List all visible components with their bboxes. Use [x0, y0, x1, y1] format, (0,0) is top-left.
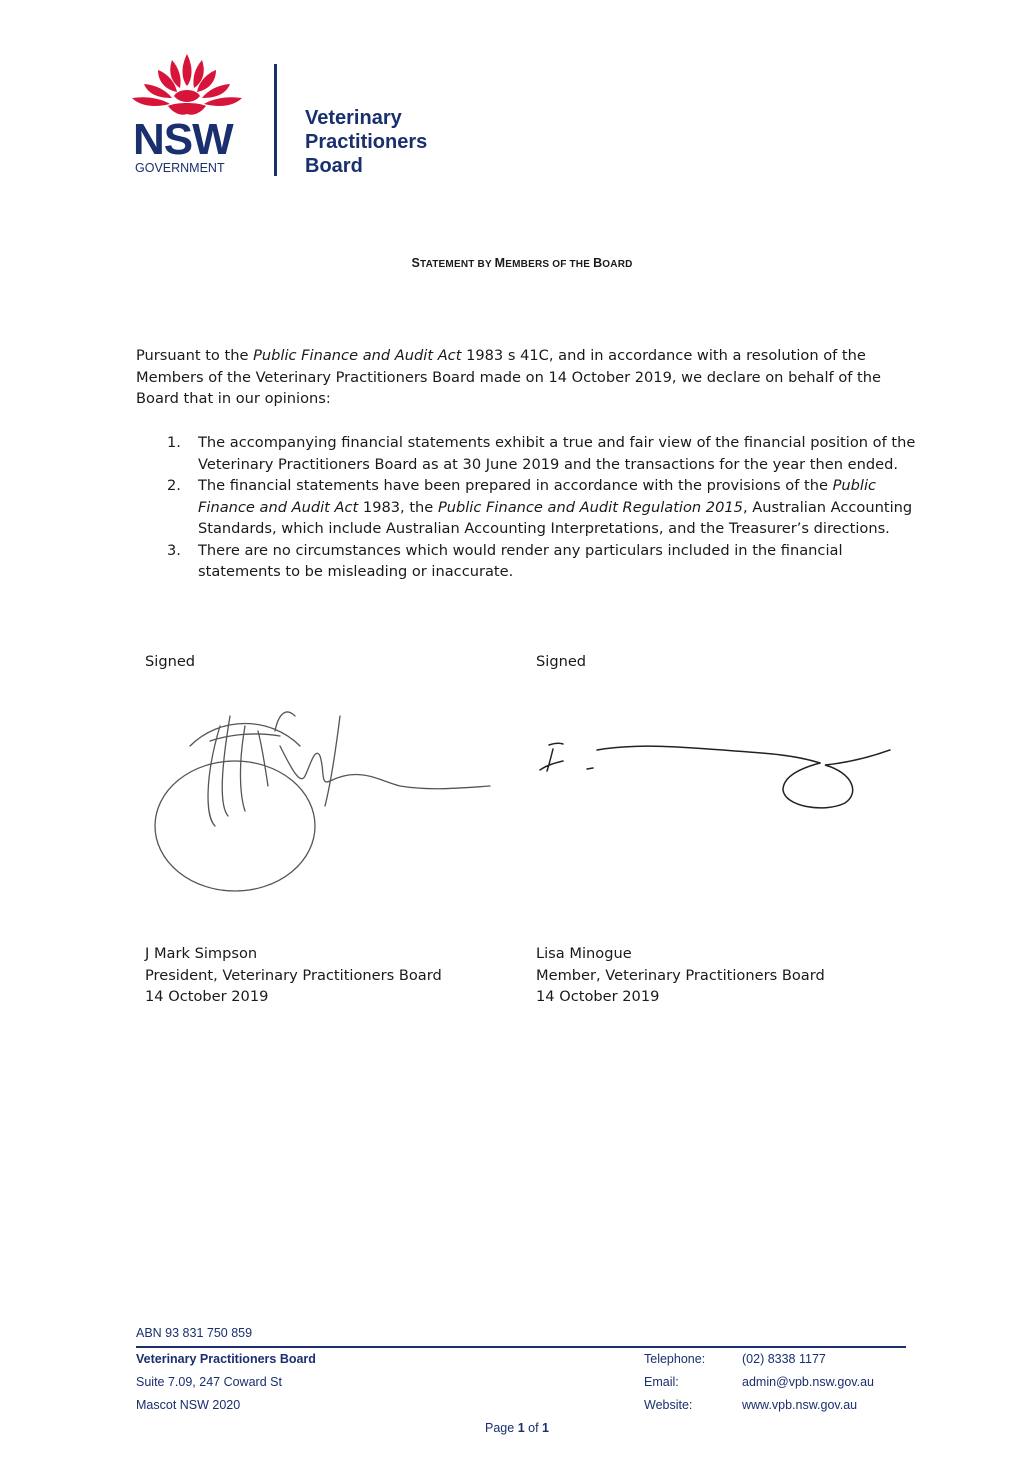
footer-telephone: (02) 8338 1177	[742, 1352, 826, 1366]
footer-address-line-1: Suite 7.09, 247 Coward St	[136, 1375, 282, 1389]
logo-nsw-text: NSW	[133, 115, 233, 164]
signatory-block-2	[536, 943, 896, 1008]
signed-label-1: Signed	[145, 653, 196, 670]
footer-telephone-label: Telephone:	[644, 1352, 706, 1366]
org-name-line-1: Veterinary	[305, 107, 402, 129]
signatory-block-1	[145, 943, 505, 1008]
logo-divider	[274, 64, 277, 176]
declarations-list	[136, 432, 916, 583]
footer-website-label: Website:	[644, 1398, 693, 1412]
signatory-date: 14 October 2019	[536, 988, 660, 1005]
list-item: 3. There are no circumstances which would render any particulars included in the financial statements to be misleading or inaccurate.	[167, 541, 843, 580]
footer-website-link[interactable]: www.vpb.nsw.gov.au	[742, 1398, 858, 1412]
footer-address-line-2: Mascot NSW 2020	[136, 1398, 241, 1412]
logo-government-text: GOVERNMENT	[135, 161, 225, 175]
signed-label-2: Signed	[536, 653, 587, 670]
footer-abn: ABN 93 831 750 859	[136, 1326, 253, 1340]
signatory-role: Member, Veterinary Practitioners Board	[536, 966, 825, 984]
nsw-waratah-logo-icon	[128, 52, 246, 124]
signature-minogue-icon	[535, 735, 895, 820]
signatory-name: J Mark Simpson	[145, 945, 258, 962]
signatory-date: 14 October 2019	[145, 988, 269, 1005]
signatory-role: President, Veterinary Practitioners Board	[145, 966, 442, 984]
page-number: Page 1 of 1	[485, 1421, 549, 1435]
footer-divider	[136, 1346, 906, 1348]
org-name-line-2: Practitioners	[305, 131, 428, 153]
footer-email-label: Email:	[644, 1375, 679, 1389]
signatory-name: Lisa Minogue	[536, 945, 632, 962]
intro-paragraph: Pursuant to the Public Finance and Audit Act 1983 s 41C, and in accordance with a resolution of the Members of the Veterinary Practitioners Board made on 14 October 2019, we declare on behalf of the Board that in our opinions:	[136, 347, 881, 407]
list-item: 2. The financial statements have been prepared in accordance with the provisions of the Public Finance and Audit Act 1983, the Public Finance and Audit Regulation 2015, Australian Accounting Standards, which include Australian Accounting Interpretations, and the Treasurer’s directions.	[167, 477, 913, 537]
list-item: 1. The accompanying financial statements exhibit a true and fair view of the financial position of the Veterinary Practitioners Board as at 30 June 2019 and the transactions for the year then ended.	[167, 434, 916, 473]
document-title: STATEMENT BY MEMBERS OF THE BOARD	[411, 256, 633, 270]
org-name-line-3: Board	[305, 155, 363, 177]
signature-simpson-icon	[150, 676, 495, 896]
footer-email-link[interactable]: admin@vpb.nsw.gov.au	[742, 1375, 874, 1389]
footer-org-name: Veterinary Practitioners Board	[136, 1352, 316, 1366]
